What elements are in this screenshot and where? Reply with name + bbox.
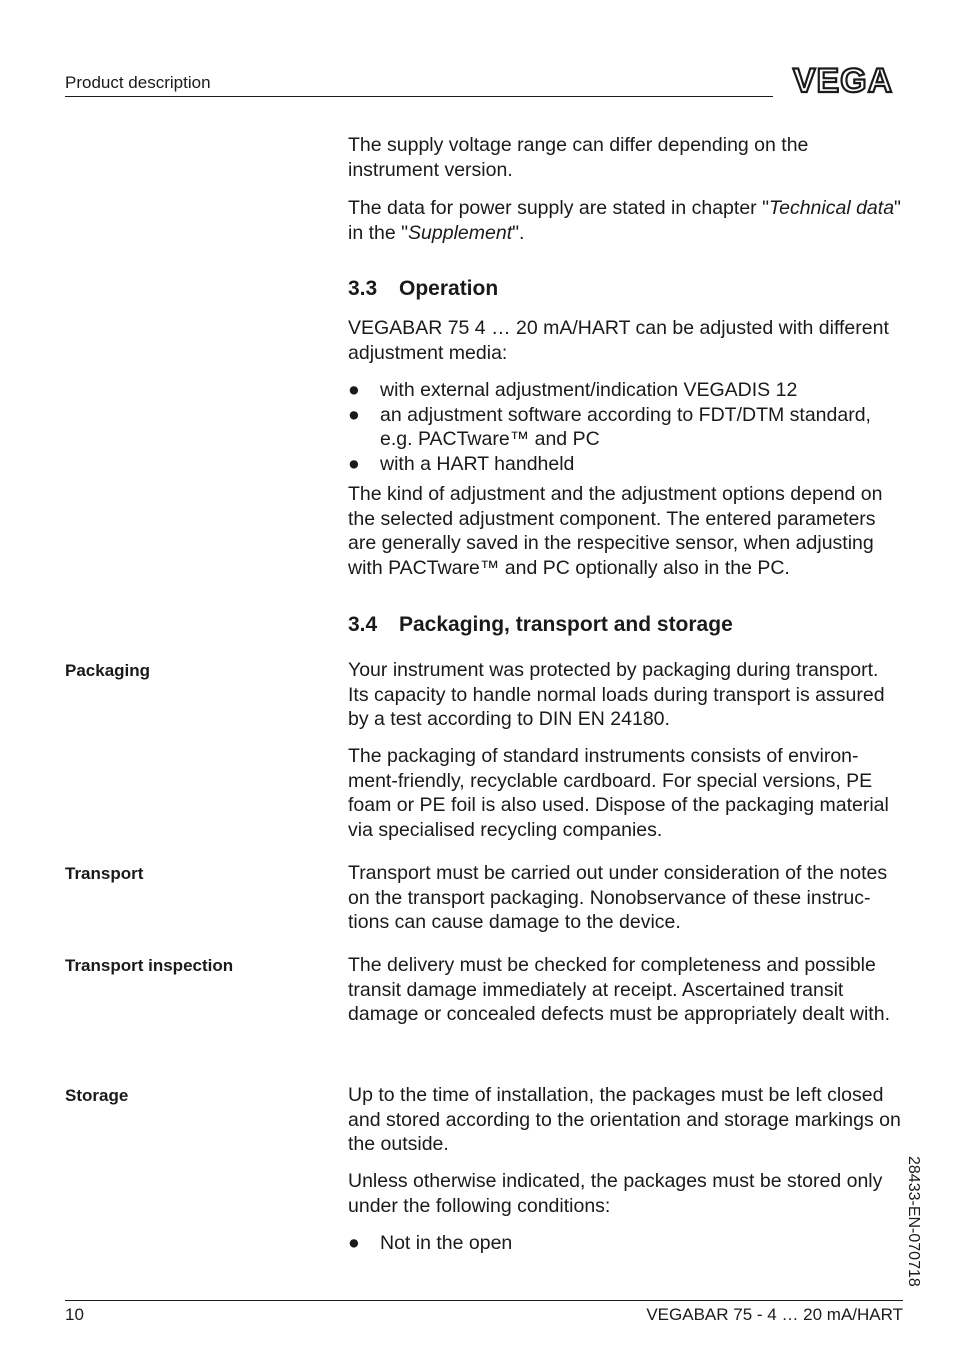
document-number-text: 28433-EN-070718 <box>905 1156 922 1287</box>
transport-paragraph: Transport must be carried out under consideration of the notes on the transport packaging. Nonobservance of these instruc-tions can cause damage to the device. <box>348 862 888 933</box>
operation-intro: VEGABAR 75 4 … 20 mA/HART can be adjusted with different adjustment media: <box>348 317 889 364</box>
vega-logo <box>783 62 903 98</box>
packaging-paragraph-1: Your instrument was protected by packaging during transport. Its capacity to handle normal loads during transport is assured by a test according to DIN EN 24180. <box>348 659 885 730</box>
vega-logo-text: VEGA <box>792 62 894 98</box>
operation-paragraph: The kind of adjustment and the adjustment options depend on the selected adjustment component. The entered parameters are generally saved in the respecitive sensor, when adjusting with PACTware™ and PC optionally also in the PC. <box>348 483 883 579</box>
margin-label-transport-inspection: Transport inspection <box>65 956 234 975</box>
storage-paragraph-1: Up to the time of installation, the packages must be left closed and stored according to the orientation and storage markings on the outside. <box>348 1084 901 1155</box>
page-number: 10 <box>65 1305 84 1324</box>
bullet-icon: ● <box>348 452 360 475</box>
document-number-vertical <box>900 1156 930 1306</box>
list-item: ● Not in the open <box>348 1232 513 1254</box>
transport-inspection-paragraph: The delivery must be checked for completeness and possible transit damage immediately at receipt. Ascertained transit damage or concealed defects must be appropriately dealt with. <box>348 954 890 1025</box>
supply-voltage-paragraph: The supply voltage range can differ depending on the instrument version. <box>348 134 809 181</box>
section-heading-operation: 3.3 Operation <box>348 277 499 300</box>
section-heading-packaging: 3.4 Packaging, transport and storage <box>348 613 733 636</box>
storage-bullet-list <box>348 1231 904 1256</box>
list-item: ● with a HART handheld <box>348 452 575 475</box>
packaging-paragraph-2: The packaging of standard instruments consists of environ-ment-friendly, recyclable cardboard. For special versions, PE foam or PE foil is also used. Dispose of the packaging material via specialised recycling companies. <box>348 745 889 841</box>
running-header: Product description <box>65 73 211 92</box>
margin-label-transport: Transport <box>65 864 144 883</box>
power-supply-reference: The data for power supply are stated in chapter "Technical data" in the "Supplement". <box>348 197 901 244</box>
list-item: ● with external adjustment/indication VEGADIS 12 <box>348 379 798 401</box>
bullet-icon: ● <box>348 379 360 401</box>
header-divider <box>65 96 773 97</box>
bullet-icon: ● <box>348 1232 360 1254</box>
list-item: ● an adjustment software according to FDT/DTM standard, e.g. PACTware™ and PC <box>348 403 871 450</box>
operation-bullet-list <box>348 378 904 476</box>
bullet-icon: ● <box>348 403 360 426</box>
storage-paragraph-2: Unless otherwise indicated, the packages must be stored only under the following conditions: <box>348 1170 883 1217</box>
margin-label-packaging: Packaging <box>65 661 151 680</box>
footer-divider <box>65 1300 903 1301</box>
footer-product-name: VEGABAR 75 - 4 … 20 mA/HART <box>646 1305 903 1324</box>
margin-label-storage: Storage <box>65 1086 129 1105</box>
intro-block <box>348 133 904 245</box>
